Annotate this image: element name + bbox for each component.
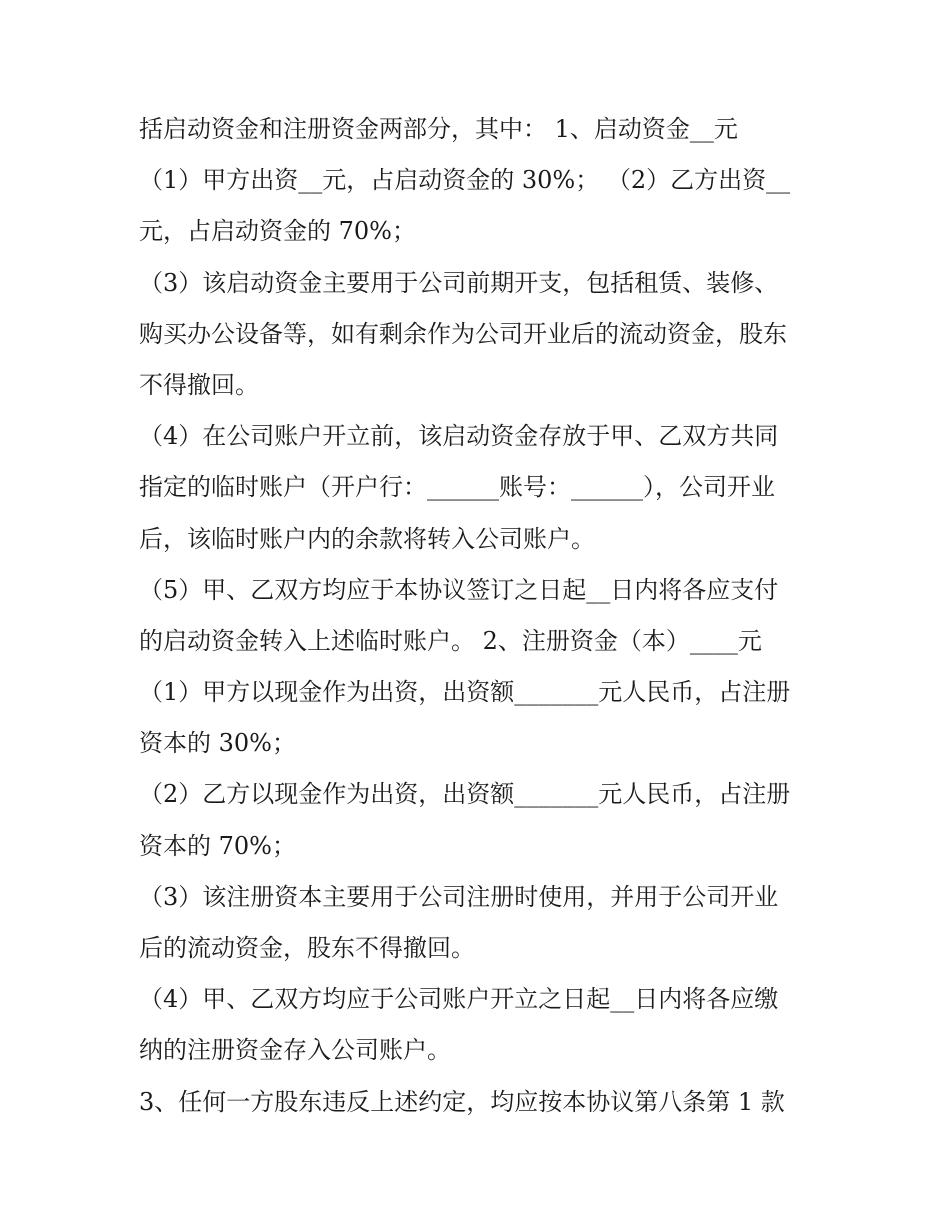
- text-line: （1）甲方以现金作为出资，出资额_______元人民币，占注册: [139, 678, 791, 707]
- text-line: （4）甲、乙双方均应于公司账户开立之日起__日内将各应缴: [139, 985, 779, 1014]
- text-line: 不得撤回。: [139, 370, 259, 399]
- text-line: 纳的注册资金存入公司账户。: [139, 1036, 451, 1065]
- text-line: （2）乙方以现金作为出资，出资额_______元人民币，占注册: [139, 780, 791, 809]
- text-line: 指定的临时账户（开户行：______账号：______），公司开业: [139, 473, 775, 502]
- text-line: 3、任何一方股东违反上述约定，均应按本协议第八条第 1 款: [139, 1087, 785, 1116]
- text-line: （4）在公司账户开立前，该启动资金存放于甲、乙双方共同: [139, 422, 779, 451]
- document-body: [139, 104, 839, 1128]
- text-line: 资本的 30%；: [139, 729, 296, 758]
- text-line: （1）甲方出资__元，占启动资金的 30%； （2）乙方出资__: [139, 166, 791, 195]
- text-line: （3）该注册资本主要用于公司注册时使用，并用于公司开业: [139, 882, 779, 911]
- text-line: 括启动资金和注册资金两部分，其中： 1、启动资金__元: [139, 115, 738, 143]
- text-line: 资本的 70%；: [139, 831, 296, 860]
- text-line: 元，占启动资金的 70%；: [139, 217, 416, 246]
- text-line: （3）该启动资金主要用于公司前期开支，包括租赁、装修、: [139, 268, 779, 297]
- text-line: 后的流动资金，股东不得撤回。: [139, 934, 475, 962]
- text-line: 的启动资金转入上述临时账户。 2、注册资金（本）____元: [139, 626, 762, 655]
- text-line: 后，该临时账户内的余款将转入公司账户。: [139, 524, 595, 553]
- text-line: （5）甲、乙双方均应于本协议签订之日起__日内将各应支付: [139, 575, 779, 604]
- text-line: 购买办公设备等，如有剩余作为公司开业后的流动资金，股东: [139, 319, 787, 348]
